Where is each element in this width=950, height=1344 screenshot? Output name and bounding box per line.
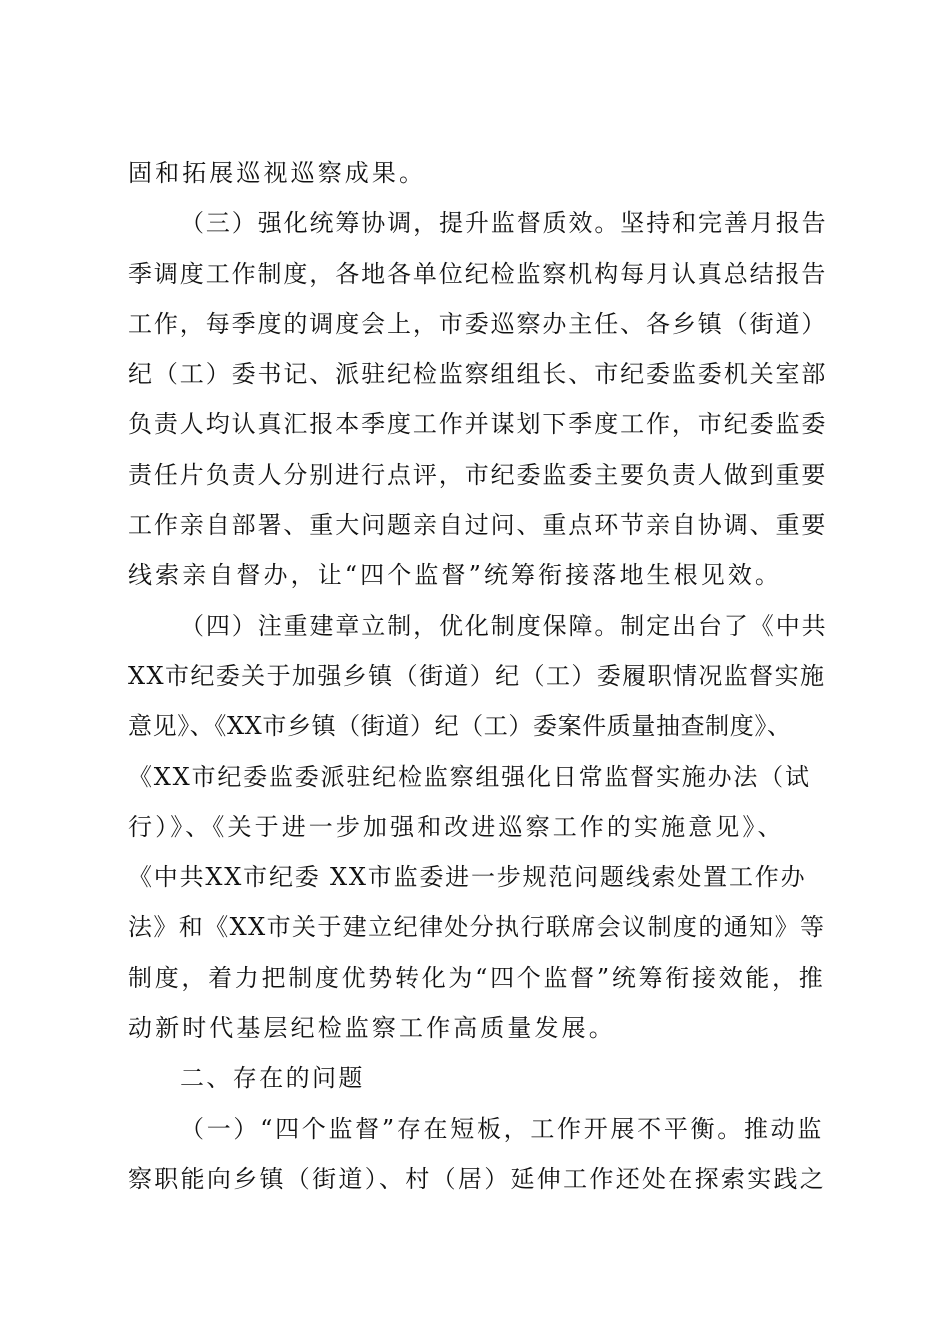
paragraph-start-line: （四）注重建章立制，优化制度保障。制定出台了《中共 (180, 611, 828, 640)
text-line: 线索亲自督办，让“四个监督”统筹衔接落地生根见效。 (128, 561, 783, 590)
text-line: 固和拓展巡视巡察成果。 (128, 159, 427, 187)
text-line: 法》和《XX市关于建立纪律处分执行联席会议制度的通知》等 (128, 913, 826, 942)
text-line: 季调度工作制度，各地各单位纪检监察机构每月认真总结报告 (128, 259, 828, 288)
text-line: XX市纪委关于加强乡镇（街道）纪（工）委履职情况监督实施 (128, 661, 826, 690)
section-heading: 二、存在的问题 (180, 1064, 365, 1093)
text-line: 工作亲自部署、重大问题亲自过问、重点环节亲自协调、重要 (128, 511, 828, 540)
text-line: 意见》、《XX市乡镇（街道）纪（工）委案件质量抽查制度》、 (128, 712, 792, 741)
text-line: 责任片负责人分别进行点评，市纪委监委主要负责人做到重要 (128, 460, 828, 489)
text-line: 纪（工）委书记、派驻纪检监察组组长、市纪委监委机关室部 (128, 360, 828, 389)
text-line: 《中共XX市纪委 XX市监委进一步规范问题线索处置工作办 (128, 863, 807, 892)
text-line: 《XX市纪委监委派驻纪检监察组强化日常监督实施办法（试 (128, 762, 811, 791)
paragraph-start-line: （一）“四个监督”存在短板，工作开展不平衡。推动监 (180, 1114, 825, 1143)
text-line: 制度，着力把制度优势转化为“四个监督”统筹衔接效能，推 (128, 963, 826, 992)
paragraph-start-line: （三）强化统筹协调，提升监督质效。坚持和完善月报告 (180, 209, 828, 238)
text-line: 工作，每季度的调度会上，市委巡察办主任、各乡镇（街道） (128, 309, 828, 338)
text-line: 动新时代基层纪检监察工作高质量发展。 (128, 1014, 616, 1043)
text-line: 察职能向乡镇（街道）、村（居）延伸工作还处在探索实践之 (128, 1164, 827, 1193)
text-line: 负责人均认真汇报本季度工作并谋划下季度工作，市纪委监委 (128, 410, 828, 439)
document-body (128, 148, 828, 1204)
text-line: 行）》、《关于进一步加强和改进巡察工作的实施意见》、 (128, 812, 785, 841)
